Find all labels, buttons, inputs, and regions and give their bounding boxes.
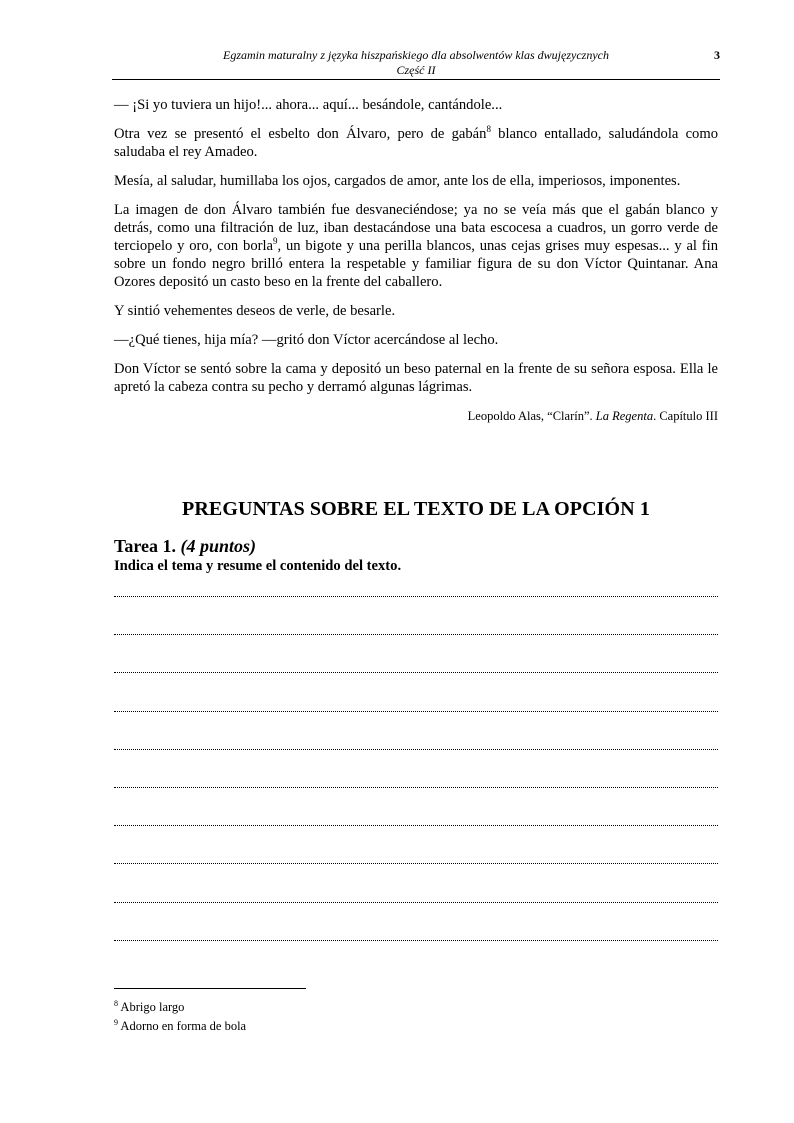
task-instruction: Indica el tema y resume el contenido del texto. <box>114 558 402 574</box>
section-title: PREGUNTAS SOBRE EL TEXTO DE LA OPCIÓN 1 <box>182 498 650 520</box>
footnote-ref-8: 8 <box>486 124 491 135</box>
footnote-8 <box>114 996 246 1015</box>
exam-part: Część II <box>396 63 436 77</box>
footnote-number: 9 <box>114 1018 118 1028</box>
exam-title: Egzamin maturalny z języka hiszpańskiego dla absolwentów klas dwujęzycznych <box>223 48 609 62</box>
citation: Leopoldo Alas, “Clarín”. La Regenta. Capítulo III <box>467 409 718 423</box>
passage-paragraph: —¿Qué tienes, hija mía? —gritó don Víctor acercándose al lecho. <box>114 332 499 348</box>
passage-paragraph: — ¡Si yo tuviera un hijo!... ahora... aquí... besándole, cantándole... <box>114 97 503 113</box>
answer-line[interactable] <box>114 824 718 826</box>
answer-line[interactable] <box>114 633 718 635</box>
task-points: (4 puntos) <box>180 536 257 556</box>
footnote-9 <box>114 1015 246 1034</box>
work-title: La Regenta <box>595 409 654 423</box>
footnote-divider <box>114 988 306 989</box>
answer-line[interactable] <box>114 748 718 750</box>
answer-line[interactable] <box>114 710 718 712</box>
footnote-number: 8 <box>114 999 118 1008</box>
answer-line[interactable] <box>114 786 718 788</box>
page-number: 3 <box>714 48 720 62</box>
passage-paragraph: Otra vez se presentó el esbelto don Álvaro, pero de gabán$^8$ blanco entallado, saludándola como saludaba el rey Amadeo. <box>114 124 718 160</box>
answer-line[interactable] <box>114 939 718 941</box>
page-header <box>112 48 720 80</box>
footnote-text: Abrigo largo <box>118 1000 185 1015</box>
task-heading: Tarea 1. (4 puntos) <box>114 536 257 556</box>
answer-area[interactable] <box>114 595 718 977</box>
footnote-text: Adorno en forma de bola <box>118 1019 247 1034</box>
passage-paragraph: La imagen de don Álvaro también fue desvaneciéndose; ya no se veía más que el gabán blanco y detrás, como una filtración de luz, iban destacándose una bata escocesa a cuadros, un gorro verde de terciopelo y oro, con borla$^9$, un bigote y una perilla blancos, unas cejas grises muy espesas... y al fin sobre un fondo negro brilló entera la respetable y familiar figura de su don Víctor Quintanar. Ana Ozores depositó un casto beso en la frente del caballero. <box>114 202 718 290</box>
answer-line[interactable] <box>114 595 718 597</box>
passage <box>114 96 718 425</box>
footnote-ref-9: 9 <box>273 236 278 247</box>
passage-paragraph: Y sintió vehementes deseos de verle, de besarle. <box>114 303 396 319</box>
passage-paragraph: Mesía, al saludar, humillaba los ojos, cargados de amor, ante los de ella, imperiosos, imponentes. <box>114 173 681 189</box>
footnotes <box>114 996 246 1034</box>
answer-line[interactable] <box>114 671 718 673</box>
answer-line[interactable] <box>114 862 718 864</box>
answer-line[interactable] <box>114 901 718 903</box>
passage-paragraph: Don Víctor se sentó sobre la cama y depositó un beso paternal en la frente de su señora esposa. Ella le apretó la cabeza contra su pecho y derramó algunas lágrimas. <box>114 361 718 395</box>
